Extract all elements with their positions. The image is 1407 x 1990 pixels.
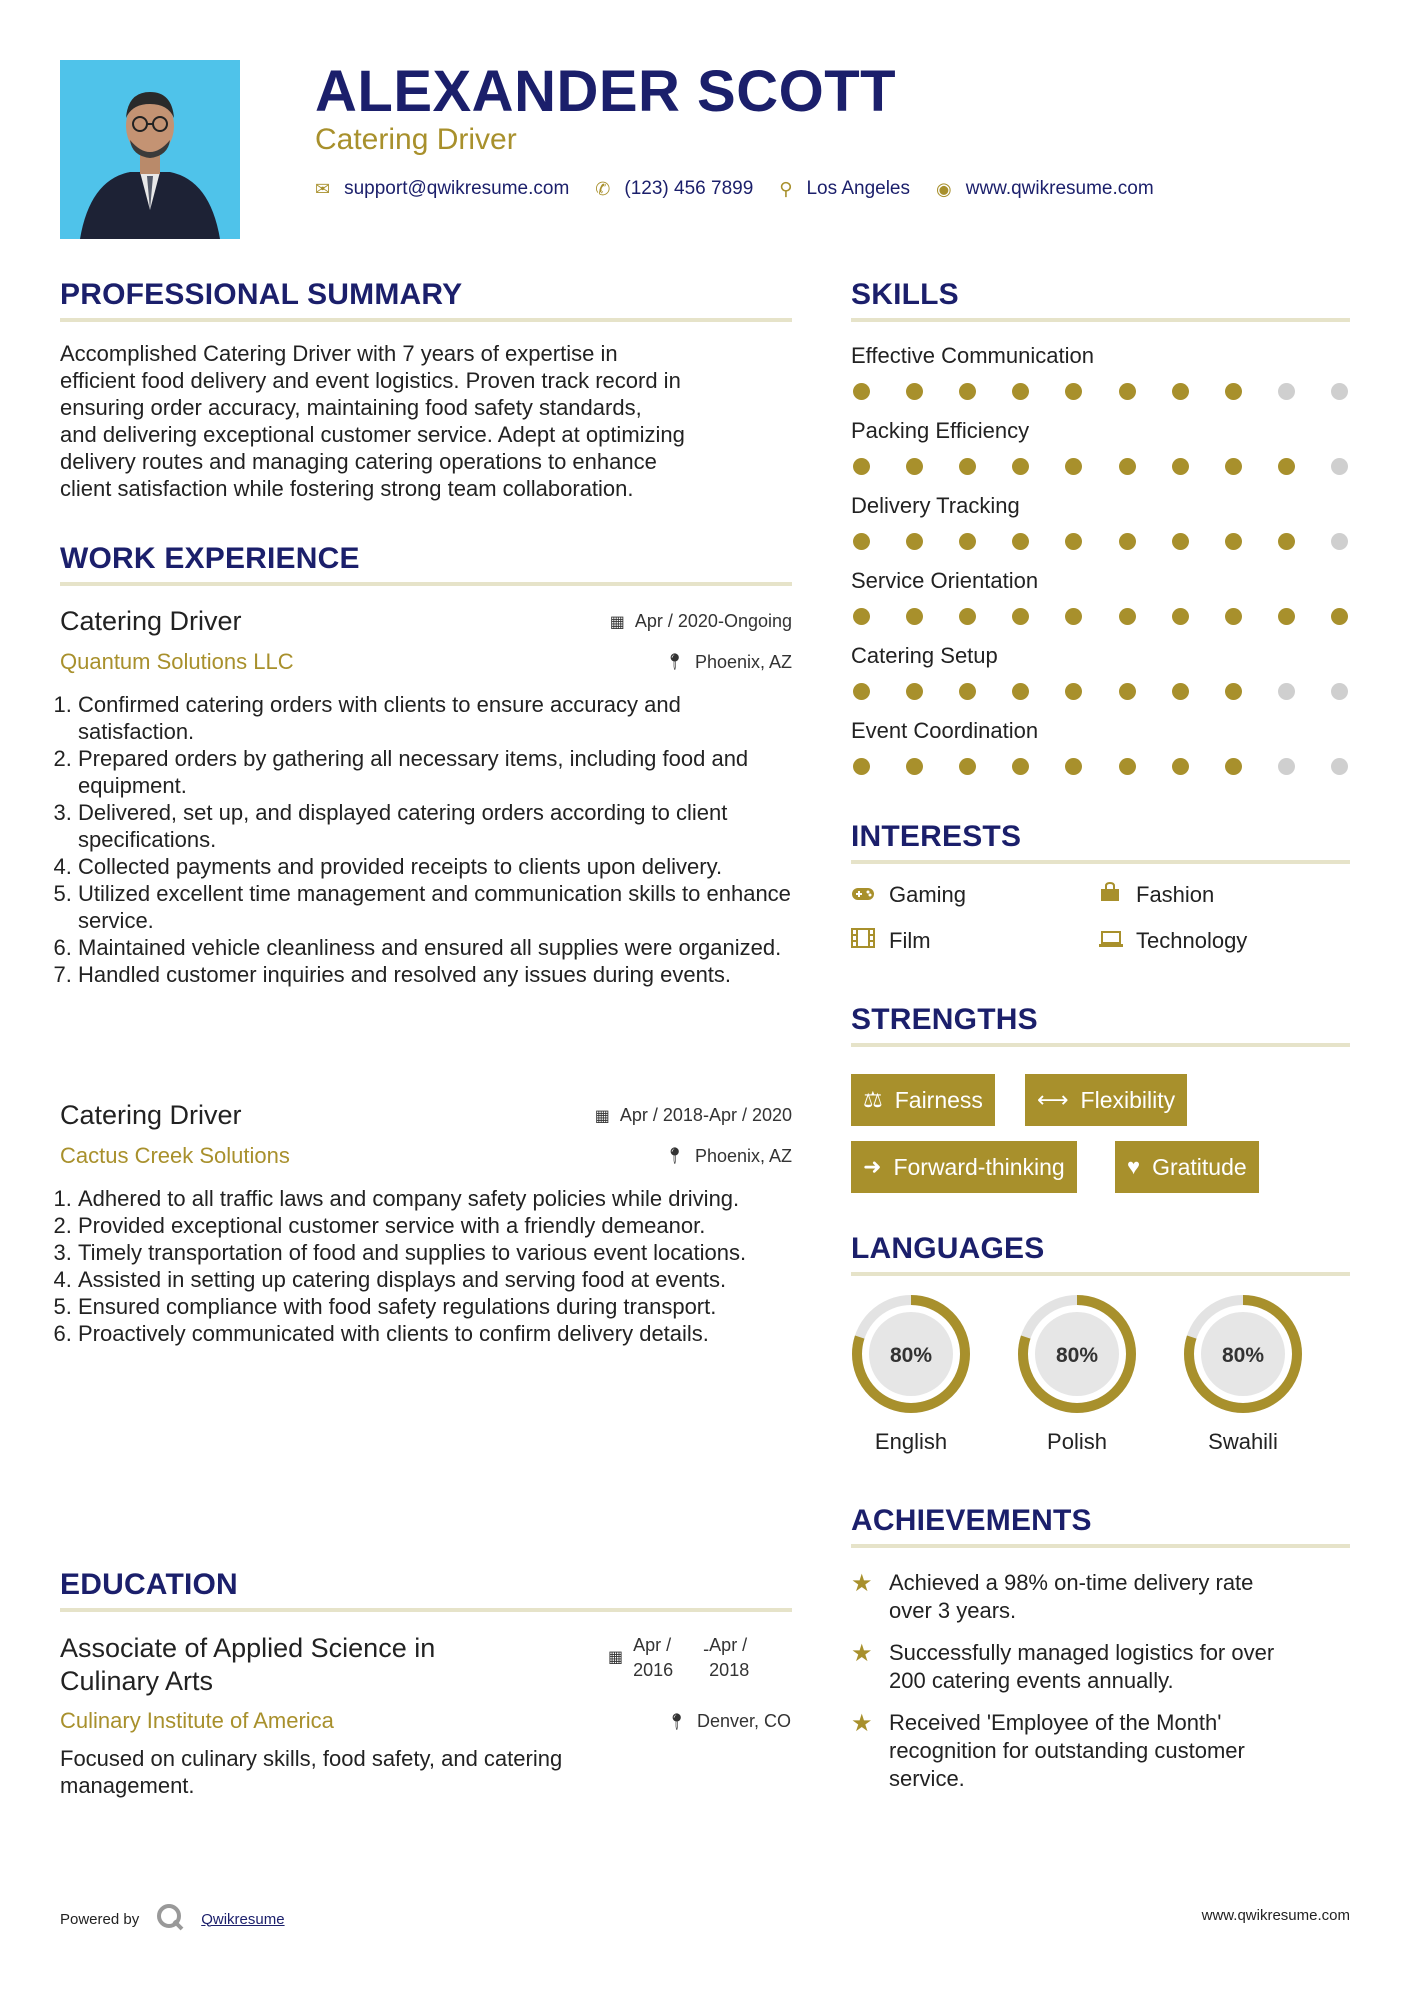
section-divider — [851, 860, 1350, 864]
rating-dot-filled — [906, 383, 923, 400]
rating-dot-filled — [1065, 533, 1082, 550]
list-item: 3. Delivered, set up, and displayed catering orders according to client specifications. — [78, 799, 792, 853]
achievements-heading: ACHIEVEMENTS — [851, 1504, 1092, 1537]
rating-dot-filled — [1065, 458, 1082, 475]
footer-website[interactable]: www.qwikresume.com — [1201, 1907, 1350, 1924]
rating-dot-filled — [853, 533, 870, 550]
calendar-icon: ▦ — [609, 613, 625, 631]
rating-dot-filled — [1278, 608, 1295, 625]
summary-line: Accomplished Catering Driver with 7 years of expertise in — [60, 341, 618, 366]
rating-dot-filled — [1119, 458, 1136, 475]
school-name: Culinary Institute of America — [60, 1708, 334, 1733]
rating-dot-empty — [1331, 758, 1348, 775]
skill-item — [851, 343, 1350, 400]
contact-location — [779, 178, 910, 200]
summary-text — [60, 340, 800, 502]
rating-dot-filled — [1225, 608, 1242, 625]
rating-dot-filled — [1119, 533, 1136, 550]
education-desc-line: management. — [60, 1773, 195, 1798]
skill-rating — [851, 383, 1350, 400]
rating-dot-filled — [959, 383, 976, 400]
interest-film — [851, 928, 931, 954]
languages-section — [851, 1232, 1350, 1276]
education-dates — [608, 1633, 749, 1683]
summary-heading: PROFESSIONAL SUMMARY — [60, 278, 463, 311]
skill-rating — [851, 758, 1350, 775]
language-name: English — [874, 1429, 948, 1454]
email-text[interactable]: support@qwikresume.com — [344, 178, 570, 199]
section-divider — [851, 1272, 1350, 1276]
section-divider — [60, 582, 792, 586]
list-item: 7. Handled customer inquiries and resolved any issues during events. — [78, 961, 792, 988]
job-entry — [60, 606, 792, 988]
job-location — [665, 652, 792, 673]
achievement-line: over 3 years. — [889, 1598, 1017, 1623]
phone-icon: ✆ — [595, 178, 611, 199]
job-dates — [595, 1105, 792, 1126]
degree-line: Culinary Arts — [60, 1666, 214, 1696]
education-location-text: Denver, CO — [696, 1711, 791, 1731]
list-item: 2. Provided exceptional customer service with a friendly demeanor. — [78, 1212, 792, 1239]
contact-email[interactable] — [315, 178, 569, 200]
contact-website[interactable] — [936, 178, 1154, 200]
rating-dot-empty — [1278, 683, 1295, 700]
experience-heading: WORK EXPERIENCE — [60, 542, 360, 575]
rating-dot-filled — [959, 683, 976, 700]
degree-title — [60, 1632, 600, 1698]
job-dates-text: Apr / 2018-Apr / 2020 — [619, 1105, 792, 1125]
interest-gaming — [851, 882, 966, 908]
interest-technology — [1098, 928, 1247, 954]
achievement-line: Successfully managed logistics for over — [889, 1640, 1275, 1665]
achievement-line: Received 'Employee of the Month' — [889, 1710, 1222, 1735]
skill-rating — [851, 608, 1350, 625]
skills-heading: SKILLS — [851, 278, 959, 311]
edu-start-year: 2016 — [633, 1660, 674, 1680]
education-description — [60, 1745, 800, 1799]
skill-item — [851, 418, 1350, 475]
candidate-name: ALEXANDER SCOTT — [315, 59, 897, 124]
edu-end — [709, 1633, 749, 1683]
language-name: Polish — [1047, 1429, 1107, 1454]
rating-dot-empty — [1278, 383, 1295, 400]
experience-section — [60, 542, 792, 586]
rating-dot-filled — [1119, 683, 1136, 700]
language-ring — [1015, 1292, 1139, 1416]
education-heading: EDUCATION — [60, 1568, 238, 1601]
section-divider — [60, 318, 792, 322]
job-company: Quantum Solutions LLC — [60, 649, 294, 674]
summary-line: ensuring order accuracy, maintaining food safety standards, — [60, 395, 642, 420]
list-item: 5. Ensured compliance with food safety regulations during transport. — [78, 1293, 792, 1320]
strengths-section — [851, 1003, 1350, 1047]
list-item: 6. Proactively communicated with clients to confirm delivery details. — [78, 1320, 792, 1347]
achievement-line: recognition for outstanding customer — [889, 1738, 1245, 1763]
rating-dot-empty — [1331, 533, 1348, 550]
language-percent: 80% — [889, 1344, 933, 1367]
calendar-icon: ▦ — [594, 1107, 610, 1125]
skill-name: Packing Efficiency — [851, 418, 1030, 443]
rating-dot-filled — [1172, 683, 1189, 700]
education-section — [60, 1568, 792, 1612]
rating-dot-filled — [853, 458, 870, 475]
powered-by-text: Powered by — [60, 1910, 140, 1928]
skill-name: Effective Communication — [851, 343, 1094, 368]
profile-photo — [60, 60, 240, 239]
rating-dot-filled — [1225, 533, 1242, 550]
rating-dot-filled — [1012, 758, 1029, 775]
gamepad-icon — [851, 882, 875, 908]
rating-dot-filled — [906, 683, 923, 700]
education-location — [667, 1711, 791, 1732]
star-badge-icon: ★ — [851, 1570, 873, 1597]
arrows-horizontal-icon: ⟷ — [1037, 1087, 1069, 1112]
job-title: Catering Driver — [60, 1100, 242, 1130]
rating-dot-empty — [1331, 383, 1348, 400]
education-desc-line: Focused on culinary skills, food safety, and catering — [60, 1746, 563, 1771]
summary-line: client satisfaction while fostering strong team collaboration. — [60, 476, 634, 501]
rating-dot-filled — [906, 608, 923, 625]
list-item: 4. Collected payments and provided receipts to clients upon delivery. — [78, 853, 792, 880]
edu-date-separator: - — [703, 1639, 710, 1659]
summary-line: delivery routes and managing catering operations to enhance — [60, 449, 657, 474]
rating-dot-filled — [959, 608, 976, 625]
calendar-icon: ▦ — [608, 1649, 624, 1666]
rating-dot-filled — [1119, 758, 1136, 775]
pin-icon: 📍︎ — [664, 654, 685, 671]
footer-powered-by — [60, 1902, 285, 1936]
achievement-line: Achieved a 98% on-time delivery rate — [889, 1570, 1254, 1595]
degree-line: Associate of Applied Science in — [60, 1633, 436, 1663]
star-badge-icon: ★ — [851, 1640, 873, 1667]
job-location-text: Phoenix, AZ — [694, 651, 792, 672]
list-item: 2. Prepared orders by gathering all necessary items, including food and equipment. — [78, 745, 792, 799]
skill-name: Event Coordination — [851, 718, 1039, 743]
rating-dot-filled — [906, 533, 923, 550]
edu-start-month: Apr / — [633, 1635, 672, 1655]
map-pin-icon: ⚲ — [779, 178, 793, 199]
list-item: 1. Adhered to all traffic laws and company safety policies while driving. — [78, 1185, 792, 1212]
job-entry — [60, 1100, 792, 1347]
section-divider — [60, 1608, 792, 1612]
achievement-item — [851, 1569, 1350, 1625]
strength-badge — [1025, 1074, 1187, 1126]
edu-end-year: 2018 — [709, 1660, 750, 1680]
list-item: 3. Timely transportation of food and supplies to various event locations. — [78, 1239, 792, 1266]
list-item: 4. Assisted in setting up catering displays and serving food at events. — [78, 1266, 792, 1293]
interests-heading: INTERESTS — [851, 820, 1022, 853]
skill-name: Delivery Tracking — [851, 493, 1020, 518]
laptop-icon — [1098, 928, 1122, 954]
strength-badge — [851, 1074, 995, 1126]
rating-dot-filled — [1065, 758, 1082, 775]
achievement-item — [851, 1709, 1350, 1793]
edu-end-month: Apr / — [709, 1635, 748, 1655]
rating-dot-filled — [1012, 458, 1029, 475]
job-title: Catering Driver — [60, 606, 242, 636]
strength-label: Gratitude — [1152, 1153, 1247, 1180]
achievements-section — [851, 1504, 1350, 1548]
skill-item — [851, 643, 1350, 700]
rating-dot-filled — [1225, 683, 1242, 700]
skill-item — [851, 493, 1350, 550]
heart-icon: ♥ — [1127, 1154, 1141, 1179]
arrow-right-icon: ➜ — [863, 1154, 882, 1179]
rating-dot-filled — [1172, 458, 1189, 475]
edu-start — [633, 1633, 673, 1683]
rating-dot-filled — [959, 758, 976, 775]
skill-rating — [851, 458, 1350, 475]
list-item: 1. Confirmed catering orders with clients to ensure accuracy and satisfaction. — [78, 691, 792, 745]
skill-name: Catering Setup — [851, 643, 998, 668]
interest-label: Gaming — [889, 882, 967, 907]
interest-label: Fashion — [1136, 882, 1215, 907]
strength-label: Fairness — [894, 1086, 983, 1113]
rating-dot-empty — [1278, 758, 1295, 775]
globe-icon: ◉ — [936, 178, 952, 199]
strength-label: Flexibility — [1080, 1086, 1176, 1113]
rating-dot-filled — [1065, 383, 1082, 400]
job-location-text: Phoenix, AZ — [694, 1145, 792, 1166]
qwikresume-logo-icon — [155, 1902, 185, 1936]
skill-rating — [851, 683, 1350, 700]
section-divider — [851, 1544, 1350, 1548]
list-item: 5. Utilized excellent time management and communication skills to enhance service. — [78, 880, 792, 934]
rating-dot-filled — [1172, 533, 1189, 550]
rating-dot-filled — [1065, 683, 1082, 700]
film-icon — [851, 928, 875, 954]
rating-dot-filled — [1172, 383, 1189, 400]
qwikresume-link[interactable]: Qwikresume — [201, 1910, 285, 1928]
section-divider — [851, 318, 1350, 322]
interest-label: Technology — [1136, 928, 1248, 953]
rating-dot-empty — [1331, 458, 1348, 475]
rating-dot-filled — [853, 608, 870, 625]
rating-dot-filled — [1225, 758, 1242, 775]
rating-dot-filled — [1225, 458, 1242, 475]
language-item — [849, 1292, 973, 1455]
job-dates-text: Apr / 2020-Ongoing — [634, 611, 792, 631]
rating-dot-filled — [959, 458, 976, 475]
rating-dot-filled — [1012, 608, 1029, 625]
rating-dot-filled — [853, 683, 870, 700]
language-percent: 80% — [1221, 1344, 1265, 1367]
pin-icon: 📍︎ — [666, 1713, 687, 1731]
rating-dot-filled — [853, 383, 870, 400]
summary-section — [60, 278, 792, 322]
job-company: Cactus Creek Solutions — [60, 1143, 290, 1168]
rating-dot-filled — [1012, 533, 1029, 550]
job-location — [665, 1146, 792, 1167]
strength-label: Forward-thinking — [893, 1153, 1065, 1180]
website-text[interactable]: www.qwikresume.com — [965, 178, 1154, 199]
achievement-line: 200 catering events annually. — [889, 1668, 1174, 1693]
rating-dot-filled — [1172, 758, 1189, 775]
summary-line: and delivering exceptional customer service. Adept at optimizing — [60, 422, 685, 447]
skill-item — [851, 568, 1350, 625]
skill-rating — [851, 533, 1350, 550]
contact-bar — [315, 178, 1180, 200]
rating-dot-filled — [1119, 383, 1136, 400]
skill-name: Service Orientation — [851, 568, 1039, 593]
rating-dot-filled — [1119, 608, 1136, 625]
rating-dot-filled — [1065, 608, 1082, 625]
rating-dot-filled — [1225, 383, 1242, 400]
list-item: 6. Maintained vehicle cleanliness and ensured all supplies were organized. — [78, 934, 792, 961]
candidate-title: Catering Driver — [315, 123, 517, 156]
achievement-line: service. — [889, 1766, 965, 1791]
rating-dot-filled — [1278, 533, 1295, 550]
job-dates — [610, 611, 792, 632]
job-responsibilities — [60, 1185, 792, 1347]
contact-phone — [595, 178, 753, 200]
interest-label: Film — [889, 928, 931, 953]
rating-dot-filled — [906, 458, 923, 475]
envelope-icon: ✉ — [315, 178, 331, 199]
skill-item — [851, 718, 1350, 775]
strength-badge — [851, 1141, 1077, 1193]
language-name: Swahili — [1208, 1429, 1278, 1454]
pin-icon: 📍︎ — [664, 1148, 685, 1165]
rating-dot-filled — [959, 533, 976, 550]
skills-section — [851, 278, 1350, 322]
location-text: Los Angeles — [806, 178, 910, 199]
rating-dot-filled — [1278, 458, 1295, 475]
language-item — [1015, 1292, 1139, 1455]
achievement-item — [851, 1639, 1350, 1695]
star-badge-icon: ★ — [851, 1710, 873, 1737]
rating-dot-filled — [853, 758, 870, 775]
phone-text: (123) 456 7899 — [624, 178, 754, 199]
summary-line: efficient food delivery and event logistics. Proven track record in — [60, 368, 681, 393]
section-divider — [851, 1043, 1350, 1047]
job-responsibilities — [60, 691, 792, 988]
strength-badge — [1115, 1141, 1259, 1193]
rating-dot-empty — [1331, 683, 1348, 700]
rating-dot-filled — [1172, 608, 1189, 625]
language-percent: 80% — [1055, 1344, 1099, 1367]
balance-scale-icon: ⚖ — [863, 1087, 883, 1112]
language-ring — [1181, 1292, 1305, 1416]
language-ring — [849, 1292, 973, 1416]
interests-section — [851, 820, 1350, 864]
language-item — [1181, 1292, 1305, 1455]
interest-fashion — [1098, 882, 1214, 908]
rating-dot-filled — [1012, 383, 1029, 400]
languages-heading: LANGUAGES — [851, 1232, 1045, 1265]
rating-dot-filled — [1012, 683, 1029, 700]
rating-dot-filled — [1331, 608, 1348, 625]
rating-dot-filled — [906, 758, 923, 775]
shopping-bag-icon — [1098, 882, 1122, 908]
strengths-heading: STRENGTHS — [851, 1003, 1038, 1036]
